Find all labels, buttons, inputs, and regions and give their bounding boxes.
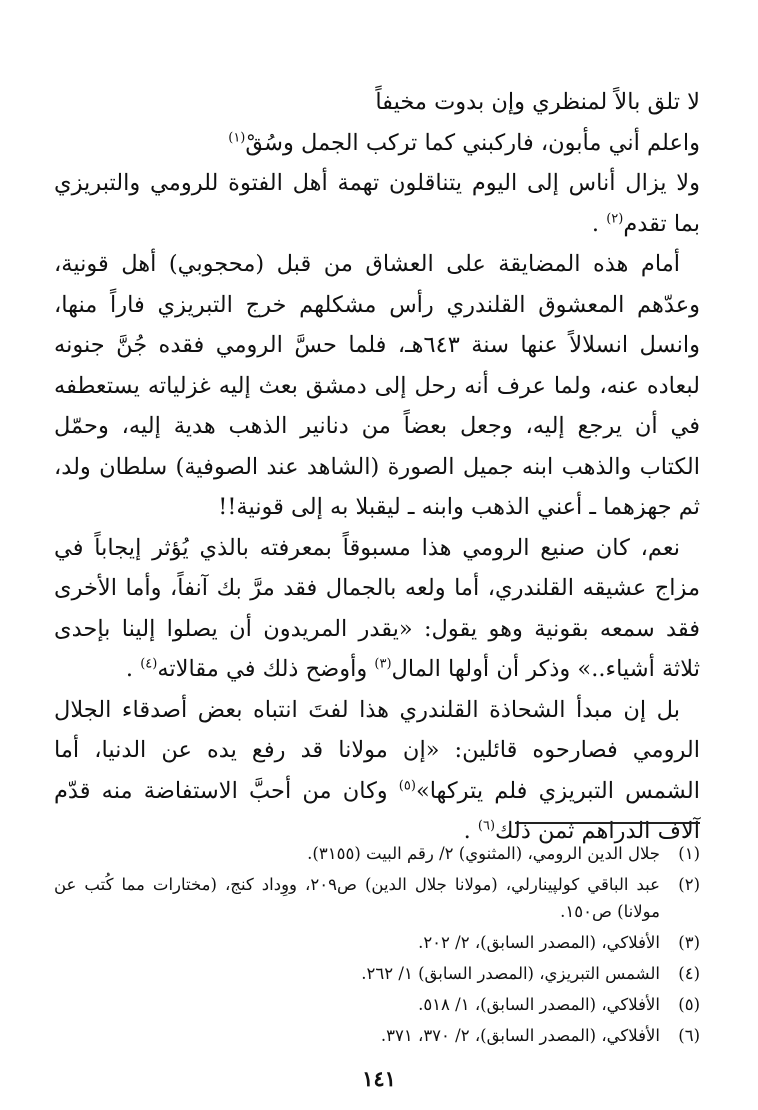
footnote-item [54,991,700,1018]
footnote-number: (١) [678,844,700,863]
footnote-item [54,871,700,925]
verse-1-text: لا تلق بالاً لمنظري وإن بدوت مخيفاً [375,89,700,115]
footnote-number: (٤) [678,964,700,983]
footnote-text: الشمس التبريزي، (المصدر السابق) ١/ ٢٦٢. [361,964,660,983]
body-text [54,82,700,852]
verse-line-1 [54,82,700,123]
paragraph-1 [54,163,700,244]
footnote-text: الأفلاكي، (المصدر السابق)، ٢/ ٢٠٢. [418,933,660,952]
paragraph-3-text: نعم، كان صنيع الرومي هذا مسبوقاً بمعرفته بالذي يُؤثر إيجاباً في مزاج عشيقه القلندري، أما ولعه بالجمال فقد مرَّ بك آنفاً، وأما الأخرى فقد سمعه بقونية وهو يقول: «يقدر المريدون أن يصلوا إلينا بإحدى ثلاثة أشياء..» وذكر أن أولها المال [54,534,700,682]
footnote-item [54,1022,700,1049]
footnote-text: عبد الباقي كولپينارلي، (مولانا جلال الدين) ص٢٠٩، ووِداد كنج، (مختارات مما كُتب عن مولانا) ص١٥٠. [54,875,660,921]
footnote-number: (٢) [678,875,700,894]
paragraph-3-mid: وأوضح ذلك في مقالاته [157,656,375,682]
verse-2-text: واعلم أني مأبون، فاركبني كما تركب الجمل وسُقْ [245,129,700,156]
paragraph-3-end: . [125,656,134,682]
footnote-ref-1: (١) [228,130,246,145]
paragraph-2-text: أمام هذه المضايقة على العشاق من قبل (محجوبي) أهل قونية، وعدّهم المعشوق القلندري رأس مشكلهم خرج التبريزي فاراً منها، وانسل انسلالاً عنها سنة ٦٤٣هـ، فلما حسَّ الرومي فقده جُنَّ جنونه لبعاده عنه، ولما عرف أنه رحل إلى دمشق بعث إليه غزلياته يستعطفه في أن يرجع إليه، وجعل بعضاً من دنانير الذهب هدية إليه، وحمّل الكتاب والذهب ابنه جميل الصورة (الشاهد عند الصوفية) سلطان ولد، ثم جهزهما ـ أعني الذهب وابنه ـ ليقبلا به إلى قونية!! [54,251,700,520]
footnote-item [54,929,700,956]
paragraph-2 [54,244,700,528]
footnote-number: (٦) [678,1026,700,1045]
paragraph-4-end: . [463,818,471,844]
footnote-ref-2: (٢) [606,211,624,226]
footnote-item [54,840,700,867]
footnote-item [54,960,700,987]
footnote-ref-5: (٥) [398,778,416,793]
footnote-text: الأفلاكي، (المصدر السابق)، ١/ ٥١٨. [418,995,660,1014]
footnote-ref-3: (٣) [374,656,392,672]
footnote-ref-6: (٦) [477,818,496,834]
paragraph-1-end: . [591,210,600,237]
footnote-number: (٥) [678,995,700,1014]
footnote-text: الأفلاكي، (المصدر السابق)، ٢/ ٣٧٠، ٣٧١. [380,1026,660,1045]
verse-line-2 [54,123,700,164]
paragraph-4-text: بل إن مبدأ الشحاذة القلندري هذا لفتَ انتباه بعض أصدقاء الجلال الرومي فصارحوه قائلين: «إن مولانا قد رفع يده عن الدنيا، أما الشمس التبريزي فلم يتركها» [54,696,700,804]
paragraph-3 [54,528,700,690]
paragraph-4-mid: وكان من أحبَّ الاستفاضة منه قدّم آلاف الدراهم ثمن ذلك [54,777,700,844]
footnote-text: جلال الدين الرومي، (المثنوي) ٢/ رقم البيت (٣١٥٥). [307,844,660,863]
page-number: ١٤١ [362,1066,396,1091]
paragraph-4 [54,690,700,852]
footnotes [54,840,700,1053]
footnote-divider [515,822,700,824]
footnote-number: (٣) [678,933,700,952]
paragraph-1-text: ولا يزال أناس إلى اليوم يتناقلون تهمة أهل الفتوة للرومي والتبريزي بما تقدم [54,170,700,237]
footnote-ref-4: (٤) [140,656,158,672]
